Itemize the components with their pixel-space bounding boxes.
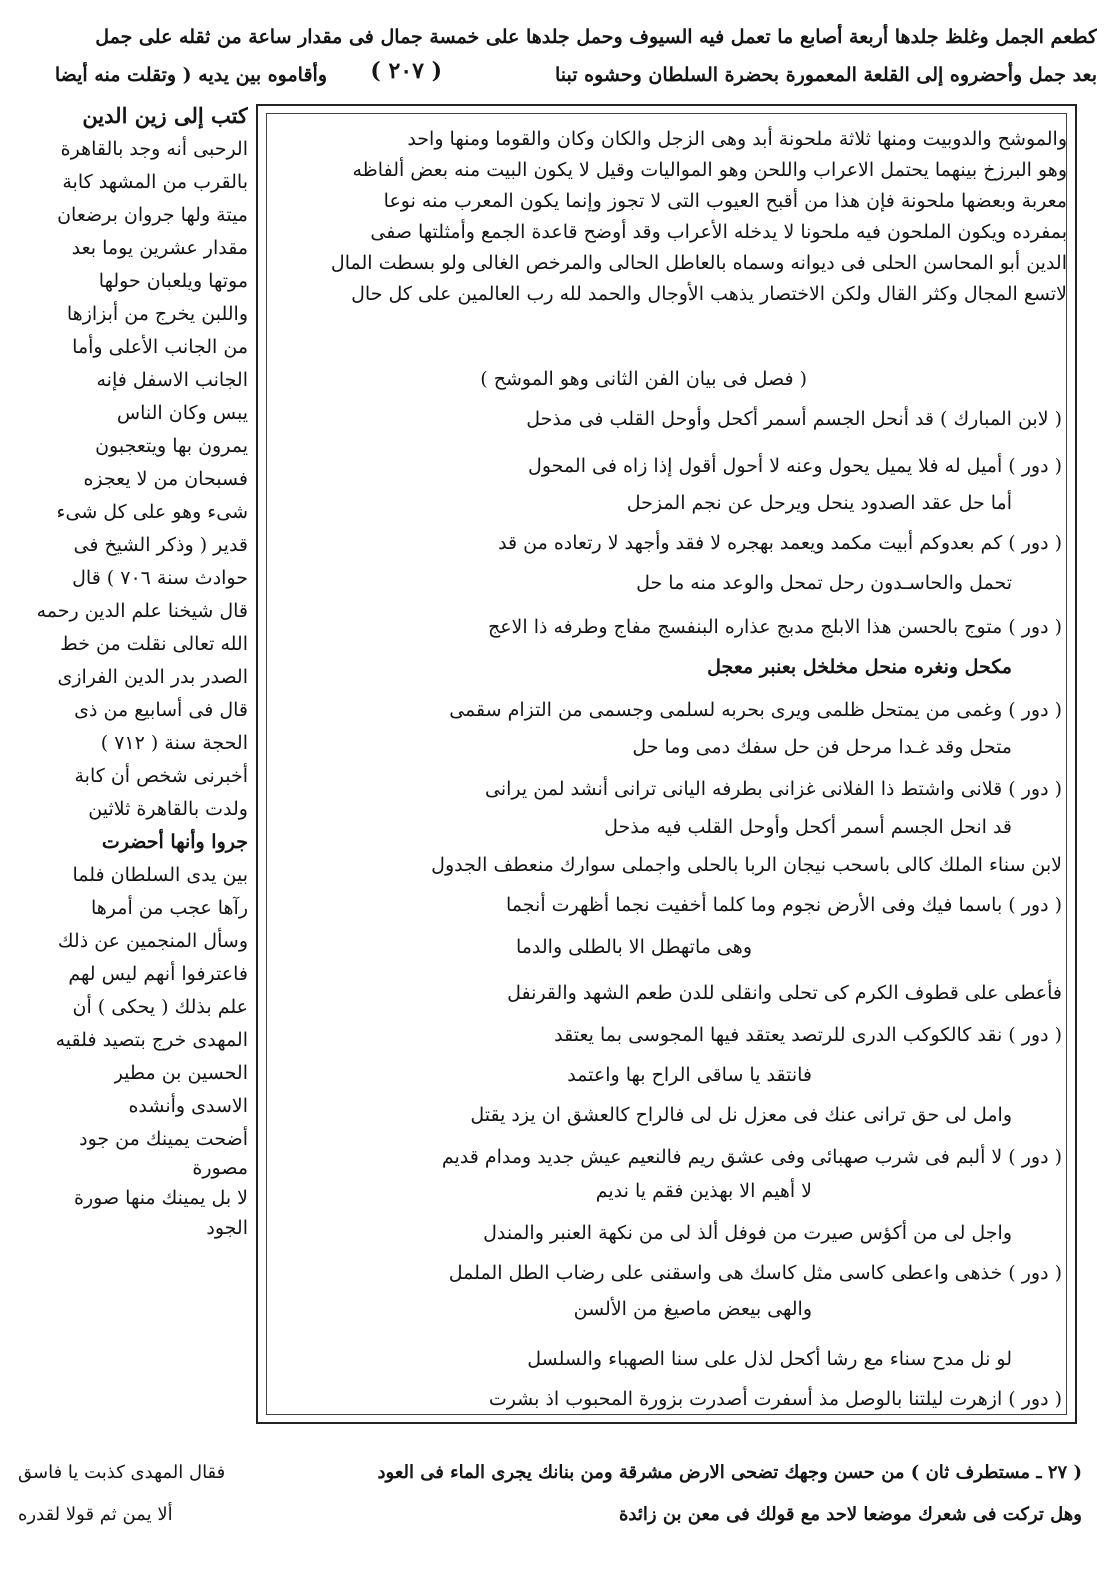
verse-line-6: ( دور ) متوج بالحسن هذا الابلج مدبج عذاره البنفسج مفاج وطرفه ذا الاعج [487,616,1062,638]
verse-line-21: واجل لى من أكؤس صيرت من فوفل ألذ لى من نكهة العنبر والمندل [483,1222,1012,1244]
verse-line-20: لا أهيم الا بهذين فقم يا نديم [595,1180,812,1202]
verse-line-7: مكحل ونغره منحل مخلخل بعنبر معجل [707,656,1012,678]
side-line-22: ولدت بالقاهرة ثلاثين [88,798,248,820]
side-line-30: الحسين بن مطير [113,1062,248,1084]
verse-line-23: والهى بيعض ماصيغ من الألسن [573,1298,812,1320]
side-line-5: مقدار عشرين يوما بعد [71,237,248,259]
side-line-16: قال شيخنا علم الدين رحمه [36,600,248,622]
prose-line-3: معربة وبعضها ملحونة فإن هذا من أقبح العيوب التى لا تجوز وإنما يكون المعرب منه نوعا [383,190,1067,212]
side-line-25: رآها عجب من أمرها [90,897,248,919]
verse-line-10: ( دور ) قلانى واشتط ذا الفلانى غزانى بطرفه اليانى ترانى أنشد لمن يرانى [485,778,1062,800]
side-line-2: الرحبى أنه وجد بالقاهرة [60,138,248,160]
side-line-29: المهدى خرج بتصيد فلقيه [55,1029,248,1051]
bottom-main-line-1: ( ٢٧ ـ مستطرف ثان ) من حسن وجهك تضحى الارض مشرقة ومن بنانك يجرى الماء فى العود [377,1462,1082,1483]
prose-line-1: والموشح والدوبيت ومنها ثلاثة ملحونة أبد وهى الزجل والكان وكان والقوما ومنها واحد [407,128,1067,150]
side-line-27: فاعترفوا أنهم ليس لهم [68,963,248,985]
side-line-6: موتها ويلعبان حولها [98,270,248,292]
side-line-23: جروا وأنها أحضرت [101,831,248,853]
verse-line-18: وامل لى حق ترانى عنك فى معزل نل لى فالراح كالعشق ان يزد يقتل [470,1104,1012,1126]
verse-line-24: لو نل مدح سناء مع رشا أكحل لذل على سنا الصهباء والسلسل [527,1348,1012,1370]
side-line-15: حوادث سنة ٧٠٦ ) قال [72,567,248,589]
side-line-20: الحجة سنة ( ٧١٢ ) [100,732,248,754]
side-line-7: واللبن يخرج من أبزازها [66,303,248,325]
side-line-3: بالقرب من المشهد كابة [62,171,248,193]
verse-line-3: أما حل عقد الصدود ينحل ويرحل عن نجم المزحل [626,492,1012,514]
verse-line-13: ( دور ) باسما فيك وفى الأرض نجوم وما كلما أخفيت نجما أظهرت أنجما [506,894,1062,916]
side-line-10: يبس وكان الناس [116,402,248,424]
side-line-18: الصدر بدر الدين الفرازى [57,666,248,688]
prose-line-5: الدين أبو المحاسن الحلى فى ديوانه وسماه بالعاطل الحالى والمرخص الغالى ولو بسطت المال [330,252,1067,274]
verse-line-9: متحل وقد غـدا مرحل فن حل سفك دمى وما حل [632,736,1012,758]
side-line-32: أضحت يمينك من جود [79,1128,248,1150]
verse-line-1: ( لابن المبارك ) قد أنحل الجسم أسمر أكحل وأوحل القلب فى مذحل [526,408,1062,430]
side-line-24: بين يدى السلطان فلما [72,864,248,886]
verse-line-19: ( دور ) لا ألبم فى شرب صهبائى وفى عشق ريم فالنعيم عيش جديد ومدام قديم [441,1146,1062,1168]
side-line-31: الاسدى وأنشده [128,1095,248,1117]
side-line-4: ميتة ولها جروان برضعان [57,204,248,226]
side-line-21: أخبرنى شخص أن كابة [74,765,248,787]
prose-line-2: وهو البرزخ بينهما يحتمل الاعراب واللحن وهو المواليات وقيل لا يكون البيت منه بعض ألفاظه [352,159,1067,181]
verse-line-15: فأعطى على قطوف الكرم كى تحلى وانقلى للدن طعم الشهد والقرنفل [507,982,1062,1004]
side-line-13: شىء وهو على كل شىء [56,501,248,523]
verse-line-14: وهى ماتهطل الا بالطلى والدما [515,936,752,958]
verse-line-4: ( دور ) كم بعدوكم أبيت مكمد ويعمد بهجره لا فقد وأجهد لا رتعاده من قد [498,532,1062,554]
side-line-12: فسبحان من لا يعجزه [83,468,248,490]
verse-line-25: ( دور ) ازهرت ليلتنا بالوصل مذ أسفرت أصدرت بزورة المحبوب اذ بشرت [488,1388,1062,1410]
page-number: ( ٢٠٧ ) [370,58,442,84]
top-line-2: بعد جمل وأحضروه إلى القلعة المعمورة بحضرة السلطان وحشوه تبنا [554,64,1097,86]
top-line-2-tail: وأقاموه بين يديه ( وتقلت منه أيضا [54,64,327,86]
verse-line-8: ( دور ) وغمى من يمتحل ظلمى ويرى بحربه لسلمى وجسمى من التزام سقمى [449,699,1062,721]
section-heading: ( فصل فى بيان الفن الثانى وهو الموشح ) [480,368,807,390]
side-line-9: الجانب الاسفل فإنه [96,369,248,391]
side-line-28: علم بذلك ( يحكى ) أن [72,996,248,1018]
side-line-17: الله تعالى نقلت من خط [60,633,248,655]
verse-line-22: ( دور ) خذهى واعطى كاسى مثل كاسك هى واسقنى على رضاب الطل الململ [448,1262,1062,1284]
verse-line-5: تحمل والحاسـدون رحل تمحل والوعد منه ما حل [636,572,1012,594]
prose-line-4: بمفرده ويكون الملحون فيه ملحونا لا يدخله الأعراب وقد أوضح قاعدة الجمع وأمثلتها صفى [370,221,1067,243]
side-line-19: قال فى أسابيع من ذى [74,699,248,721]
side-line-8: من الجانب الأعلى وأما [72,336,248,358]
side-line-11: يمرون بها ويتعجبون [95,435,248,457]
side-line-33: مصورة [192,1157,248,1179]
verse-line-12: لابن سناء الملك كالى باسحب نيجان الربا بالحلى واجملى سوارك منعطف الجدول [431,854,1062,876]
verse-line-17: فانتقد يا ساقى الراح بها واعتمد [567,1064,812,1086]
side-line-34: لا بل يمينك منها صورة [74,1187,248,1209]
bottom-side-line-1: فقال المهدى كذبت يا فاسق [18,1462,226,1483]
prose-line-6: لاتسع المجال وكثر القال ولكن الاختصار يذهب الأوجال والحمد لله رب العالمين على كل حال [351,283,1067,305]
top-line-1: كطعم الجمل وغلظ جلدها أربعة أصابع ما تعمل فيه السيوف وحمل جلدها على خمسة جمال فى مقدار ساعة من ثقله على جمل [95,26,1097,48]
bottom-side-line-2: ألا يمن ثم قولا لقدره [18,1504,173,1525]
verse-line-2: ( دور ) أميل له فلا يميل يحول وعنه لا أحول أقول إذا زاه فى المحول [528,455,1062,477]
side-line-35: الجود [206,1217,248,1239]
verse-line-11: قد انحل الجسم أسمر أكحل وأوحل القلب فيه مذحل [604,816,1012,838]
verse-line-16: ( دور ) نقد كالكوكب الدرى للرتصد يعتقد فيها المجوسى بما يعتقد [554,1024,1062,1046]
bottom-main-line-2: وهل تركت فى شعرك موضعا لاحد مع قولك فى معن بن زائدة [618,1504,1082,1525]
side-line-1: كتب إلى زين الدين [82,103,248,128]
side-line-26: وسأل المنجمين عن ذلك [57,930,248,952]
side-line-14: قدير ( وذكر الشيخ فى [73,534,248,556]
